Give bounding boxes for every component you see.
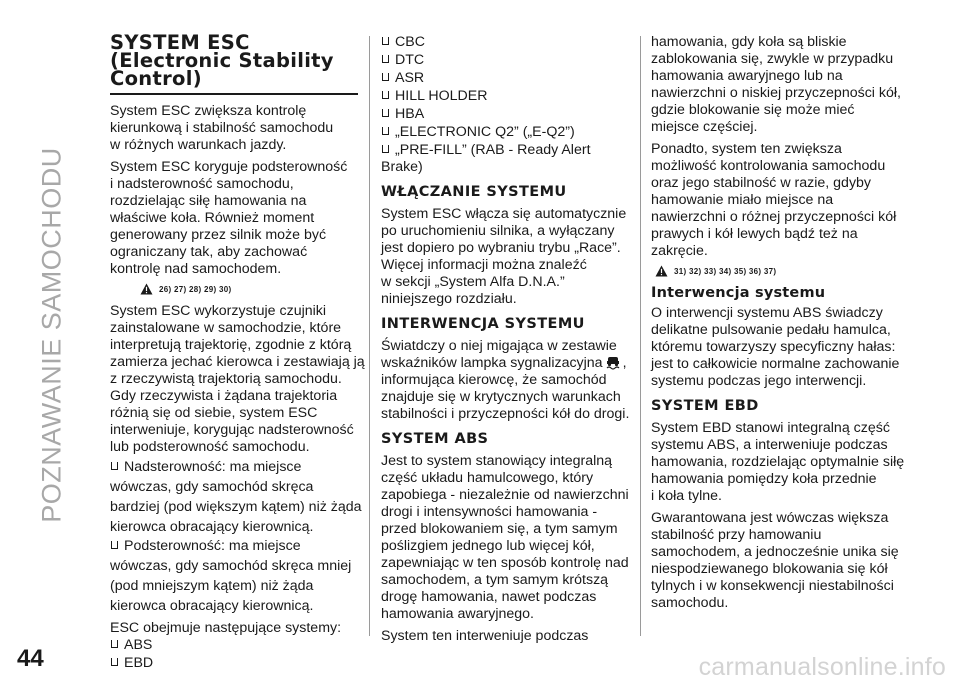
paragraph: System ESC koryguje podsterowność i nadsterowność samochodu, rozdzielając siłę hamowania na właściwe koła. Również moment generowany przez silnik może być ograniczany tak, aby zachować kontrolę nad samochodem. xyxy=(110,159,348,277)
section-heading-wlaczanie: WŁĄCZANIE SYSTEMU xyxy=(381,184,567,200)
column-1 xyxy=(110,31,365,677)
heading-line: Control) xyxy=(110,67,202,90)
watermark: carmanualsonline.info xyxy=(698,653,946,681)
bullet-icon xyxy=(382,73,389,81)
column-3 xyxy=(651,34,905,617)
bullet-icon xyxy=(382,109,389,117)
paragraph: System EBD stanowi integralną część systemu ABS, a interweniuje podczas hamowania, rozdzielając optymalnie siłę hamowania pomiędzy koła przednie i koła tylne. xyxy=(651,420,905,504)
column-2 xyxy=(381,34,631,650)
section-heading-interwencja: INTERWENCJA SYSTEMU xyxy=(381,316,585,332)
paragraph: System ten interweniuje podczas xyxy=(381,628,589,644)
bullet-icon xyxy=(111,640,118,648)
heading-line: SYSTEM ESC xyxy=(110,31,250,54)
bullet-icon xyxy=(111,541,118,549)
systems-list xyxy=(110,637,358,672)
paragraph: ESC obejmuje następujące systemy: xyxy=(110,620,342,636)
warning-triangle-icon xyxy=(655,265,668,277)
paragraph: System ESC wykorzystuje czujniki zainstalowane w samochodzie, które interpretują trajektorię, zgodnie z którą zamierza jechać kierowca i zestawiają ją z rzeczywistą trajektorią samochodu. Gdy rzeczywista i żądana trajektoria różnią się od siebie, system ESC interweniuje, korygując nadsterowność lub podsterowność samochodu. xyxy=(110,303,365,455)
paragraph: Jest to system stanowiący integralną część układu hamulcowego, który zapobiega - niezależnie od nawierzchni drogi i intensywności hamowania - przed blokowaniem się, a tym samym poślizgiem jednego lub więcej kół, zapewniając w ten sposób kontrolę nad samochodem, a tym samym krótszą drogę hamowania, nawet podczas hamowania awaryjnego. xyxy=(381,453,629,622)
paragraph: System ESC zwiększa kontrolę kierunkową i stabilność samochodu w różnych warunkach jazdy. xyxy=(110,103,334,153)
bullet-icon xyxy=(111,462,118,470)
heading-line: (Electronic Stability xyxy=(110,49,334,72)
paragraph: System ESC włącza się automatycznie po uruchomieniu silnika, a wyłączany jest dopiero po wybraniu trybu „Race”. Więcej informacji można znaleźć w sekcji „System Alfa D.N.A.” niniejszego rozdziału. xyxy=(381,206,627,307)
subsection-heading-interwencja: Interwencja systemu xyxy=(651,285,826,301)
bullet-icon xyxy=(382,127,389,135)
paragraph: Światdczy o niej migająca w zestawie wskaźników lampka sygnalizacyjna , informująca kierowcę, że samochód znajduje się w krytycznych warunkach stabilności i przyczepności kół do drogi. xyxy=(381,338,630,422)
bullet-icon xyxy=(382,145,389,153)
bullet-icon xyxy=(382,37,389,45)
list-item: „ELECTRONIC Q2” („E-Q2”) xyxy=(381,124,631,141)
section-heading-abs: SYSTEM ABS xyxy=(381,431,489,447)
bullet-list xyxy=(110,459,362,615)
section-heading-ebd: SYSTEM EBD xyxy=(651,398,759,414)
bullet-icon xyxy=(382,55,389,63)
list-item: Podsterowność: ma miejsce wówczas, gdy samochód skręca mniej (pod mniejszym kątem) niż żąda kierowca obracający kierownicą. xyxy=(110,538,352,614)
page-number: 44 xyxy=(17,645,44,672)
systems-list xyxy=(381,34,631,176)
warning-reference xyxy=(140,283,358,295)
paragraph: Ponadto, system ten zwiększa możliwość kontrolowania samochodu oraz jego stabilność w razie, gdyby hamowanie miało miejsce na nawierzchni o różnej przyczepności kół prawych i kół lewych bądź też na zakręcie. xyxy=(651,141,897,259)
list-item: DTC xyxy=(381,52,631,69)
warning-refs: 26) 27) 28) 29) 30) xyxy=(159,284,232,294)
paragraph: hamowania, gdy koła są bliskie zablokowania się, zwykle w przypadku hamowania awaryjnego lub na nawierzchni o niskiej przyczepności kół, gdzie blokowanie się może mieć miejsce częściej. xyxy=(651,34,901,135)
warning-reference xyxy=(655,265,901,277)
warning-refs: 31) 32) 33) 34) 35) 36) 37) xyxy=(674,266,777,276)
list-item: HILL HOLDER xyxy=(381,88,631,105)
warning-triangle-icon xyxy=(140,283,153,295)
column-divider xyxy=(369,36,370,636)
section-heading-esc xyxy=(110,31,358,95)
list-item: HBA xyxy=(381,106,631,123)
esc-warning-light-icon xyxy=(605,355,621,370)
list-item: Nadsterowność: ma miejsce wówczas, gdy samochód skręca bardziej (pod większym kątem) niż żąda kierowca obracający kierownicą. xyxy=(110,459,362,535)
paragraph: O interwencji systemu ABS świadczy delikatne pulsowanie pedału hamulca, któremu towarzyszy specyficzny hałas: jest to całkowicie normalne zachowanie systemu podczas jego interwencji. xyxy=(651,305,900,389)
list-item: CBC xyxy=(381,34,631,51)
bullet-icon xyxy=(382,91,389,99)
paragraph: Gwarantowana jest wówczas większa stabilność przy hamowaniu samochodem, a jednocześnie unika się niespodziewanego blokowania się kół tylnych i w konsekwencji niestabilności samochodu. xyxy=(651,510,899,611)
list-item: „PRE-FILL” (RAB - Ready Alert Brake) xyxy=(381,142,591,175)
column-divider xyxy=(640,36,641,636)
list-item: ASR xyxy=(381,70,631,87)
list-item: ABS xyxy=(110,637,358,654)
list-item: EBD xyxy=(110,655,358,672)
bullet-icon xyxy=(111,658,118,666)
section-side-title: POZNAWANIE SAMOCHODU xyxy=(36,147,67,523)
